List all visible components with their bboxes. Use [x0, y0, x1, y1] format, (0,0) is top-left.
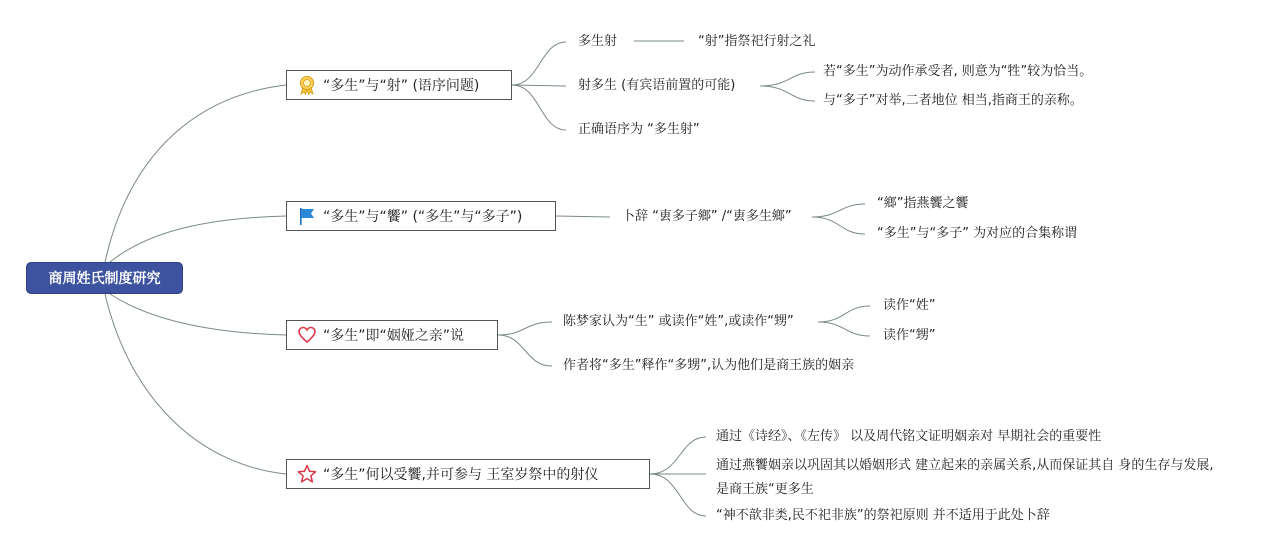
link-t3-c1-g1: [818, 306, 870, 322]
node-she-duosheng[interactable]: 射多生 (有宾语前置的可能): [578, 78, 736, 93]
topic-label: “多生”何以受饗,并可参与 王室岁祭中的射仪: [323, 467, 599, 483]
root-topic[interactable]: [26, 262, 183, 294]
flag-icon: [297, 206, 317, 226]
link-t1-c3: [512, 85, 566, 130]
node-sacrifice-principle[interactable]: “神不歆非类,民不祀非族”的祭祀原则 并不适用于此处卜辞: [716, 508, 1050, 523]
node-author-view[interactable]: 作者将“多生”释作“多甥”,认为他们是商王族的姻亲: [563, 358, 855, 373]
node-classics-evidence[interactable]: 通过《诗经》、《左传》 以及周代铭文证明姻亲对 早期社会的重要性: [716, 429, 1102, 444]
link-t2-c1: [556, 216, 610, 217]
link-t1-c2-g2: [760, 86, 815, 101]
link-t2-c1-g2: [812, 217, 865, 234]
link-t1-c2-g1: [760, 72, 815, 86]
award-ribbon-icon: [297, 75, 317, 95]
star-icon: [297, 464, 317, 484]
node-duosheng-she[interactable]: 多生射: [578, 34, 618, 49]
topic-feast[interactable]: [286, 201, 556, 231]
link-t3-c1-g2: [818, 322, 870, 336]
link-t3-c1: [498, 322, 552, 335]
node-kin-meaning[interactable]: 与“多子”对举,二者地位 相当,指商王的亲称。: [823, 93, 1083, 108]
link-root-topic3: [110, 294, 286, 335]
node-she-ritual[interactable]: “射”指祭祀行射之礼: [698, 34, 816, 49]
link-t3-c2: [498, 335, 552, 366]
topic-word-order[interactable]: [286, 70, 512, 100]
link-root-topic1: [105, 85, 286, 262]
node-feast-alliance[interactable]: 通过燕饗姻亲以巩固其以婚姻形式 建立起来的亲属关系,从而保证其自 身的生存与发展, 是商王族“更多生: [716, 458, 1214, 497]
link-t1-c2: [512, 85, 566, 86]
topic-label: “多生”与“射” (语序问题): [323, 78, 480, 94]
link-t1-c1: [512, 42, 566, 85]
topic-in-laws[interactable]: [286, 320, 498, 350]
link-root-topic4: [105, 294, 286, 474]
link-t4-c1: [650, 437, 706, 474]
node-read-xing[interactable]: 读作“姓”: [883, 298, 936, 313]
node-sacrifice-meaning[interactable]: 若“多生”为动作承受者, 则意为“牲”较为恰当。: [823, 64, 1093, 79]
link-root-topic2: [110, 216, 286, 262]
link-t4-c3: [650, 474, 706, 516]
link-t2-c1-g1: [812, 204, 865, 217]
node-collective-title[interactable]: “多生”与“多子” 为对应的合集称谓: [877, 226, 1078, 241]
topic-label: “多生”与“饗” (“多生”与“多子”): [323, 209, 523, 225]
topic-archery-rite[interactable]: [286, 459, 650, 489]
node-correct-order[interactable]: 正确语序为 “多生射”: [578, 122, 700, 137]
node-read-sheng[interactable]: 读作“甥”: [883, 328, 936, 343]
node-chen-mengjia[interactable]: 陈梦家认为“生” 或读作“姓”,或读作“甥”: [563, 314, 794, 329]
heart-icon: [297, 325, 317, 345]
node-oracle-inscription[interactable]: 卜辞 “叀多子鄉” /“叀多生鄉”: [622, 209, 792, 224]
root-topic-label: 商周姓氏制度研究: [48, 271, 161, 287]
node-xiang-meaning[interactable]: “鄉”指燕饗之饗: [877, 196, 969, 211]
topic-label: “多生”即“姻娅之亲”说: [323, 328, 465, 344]
